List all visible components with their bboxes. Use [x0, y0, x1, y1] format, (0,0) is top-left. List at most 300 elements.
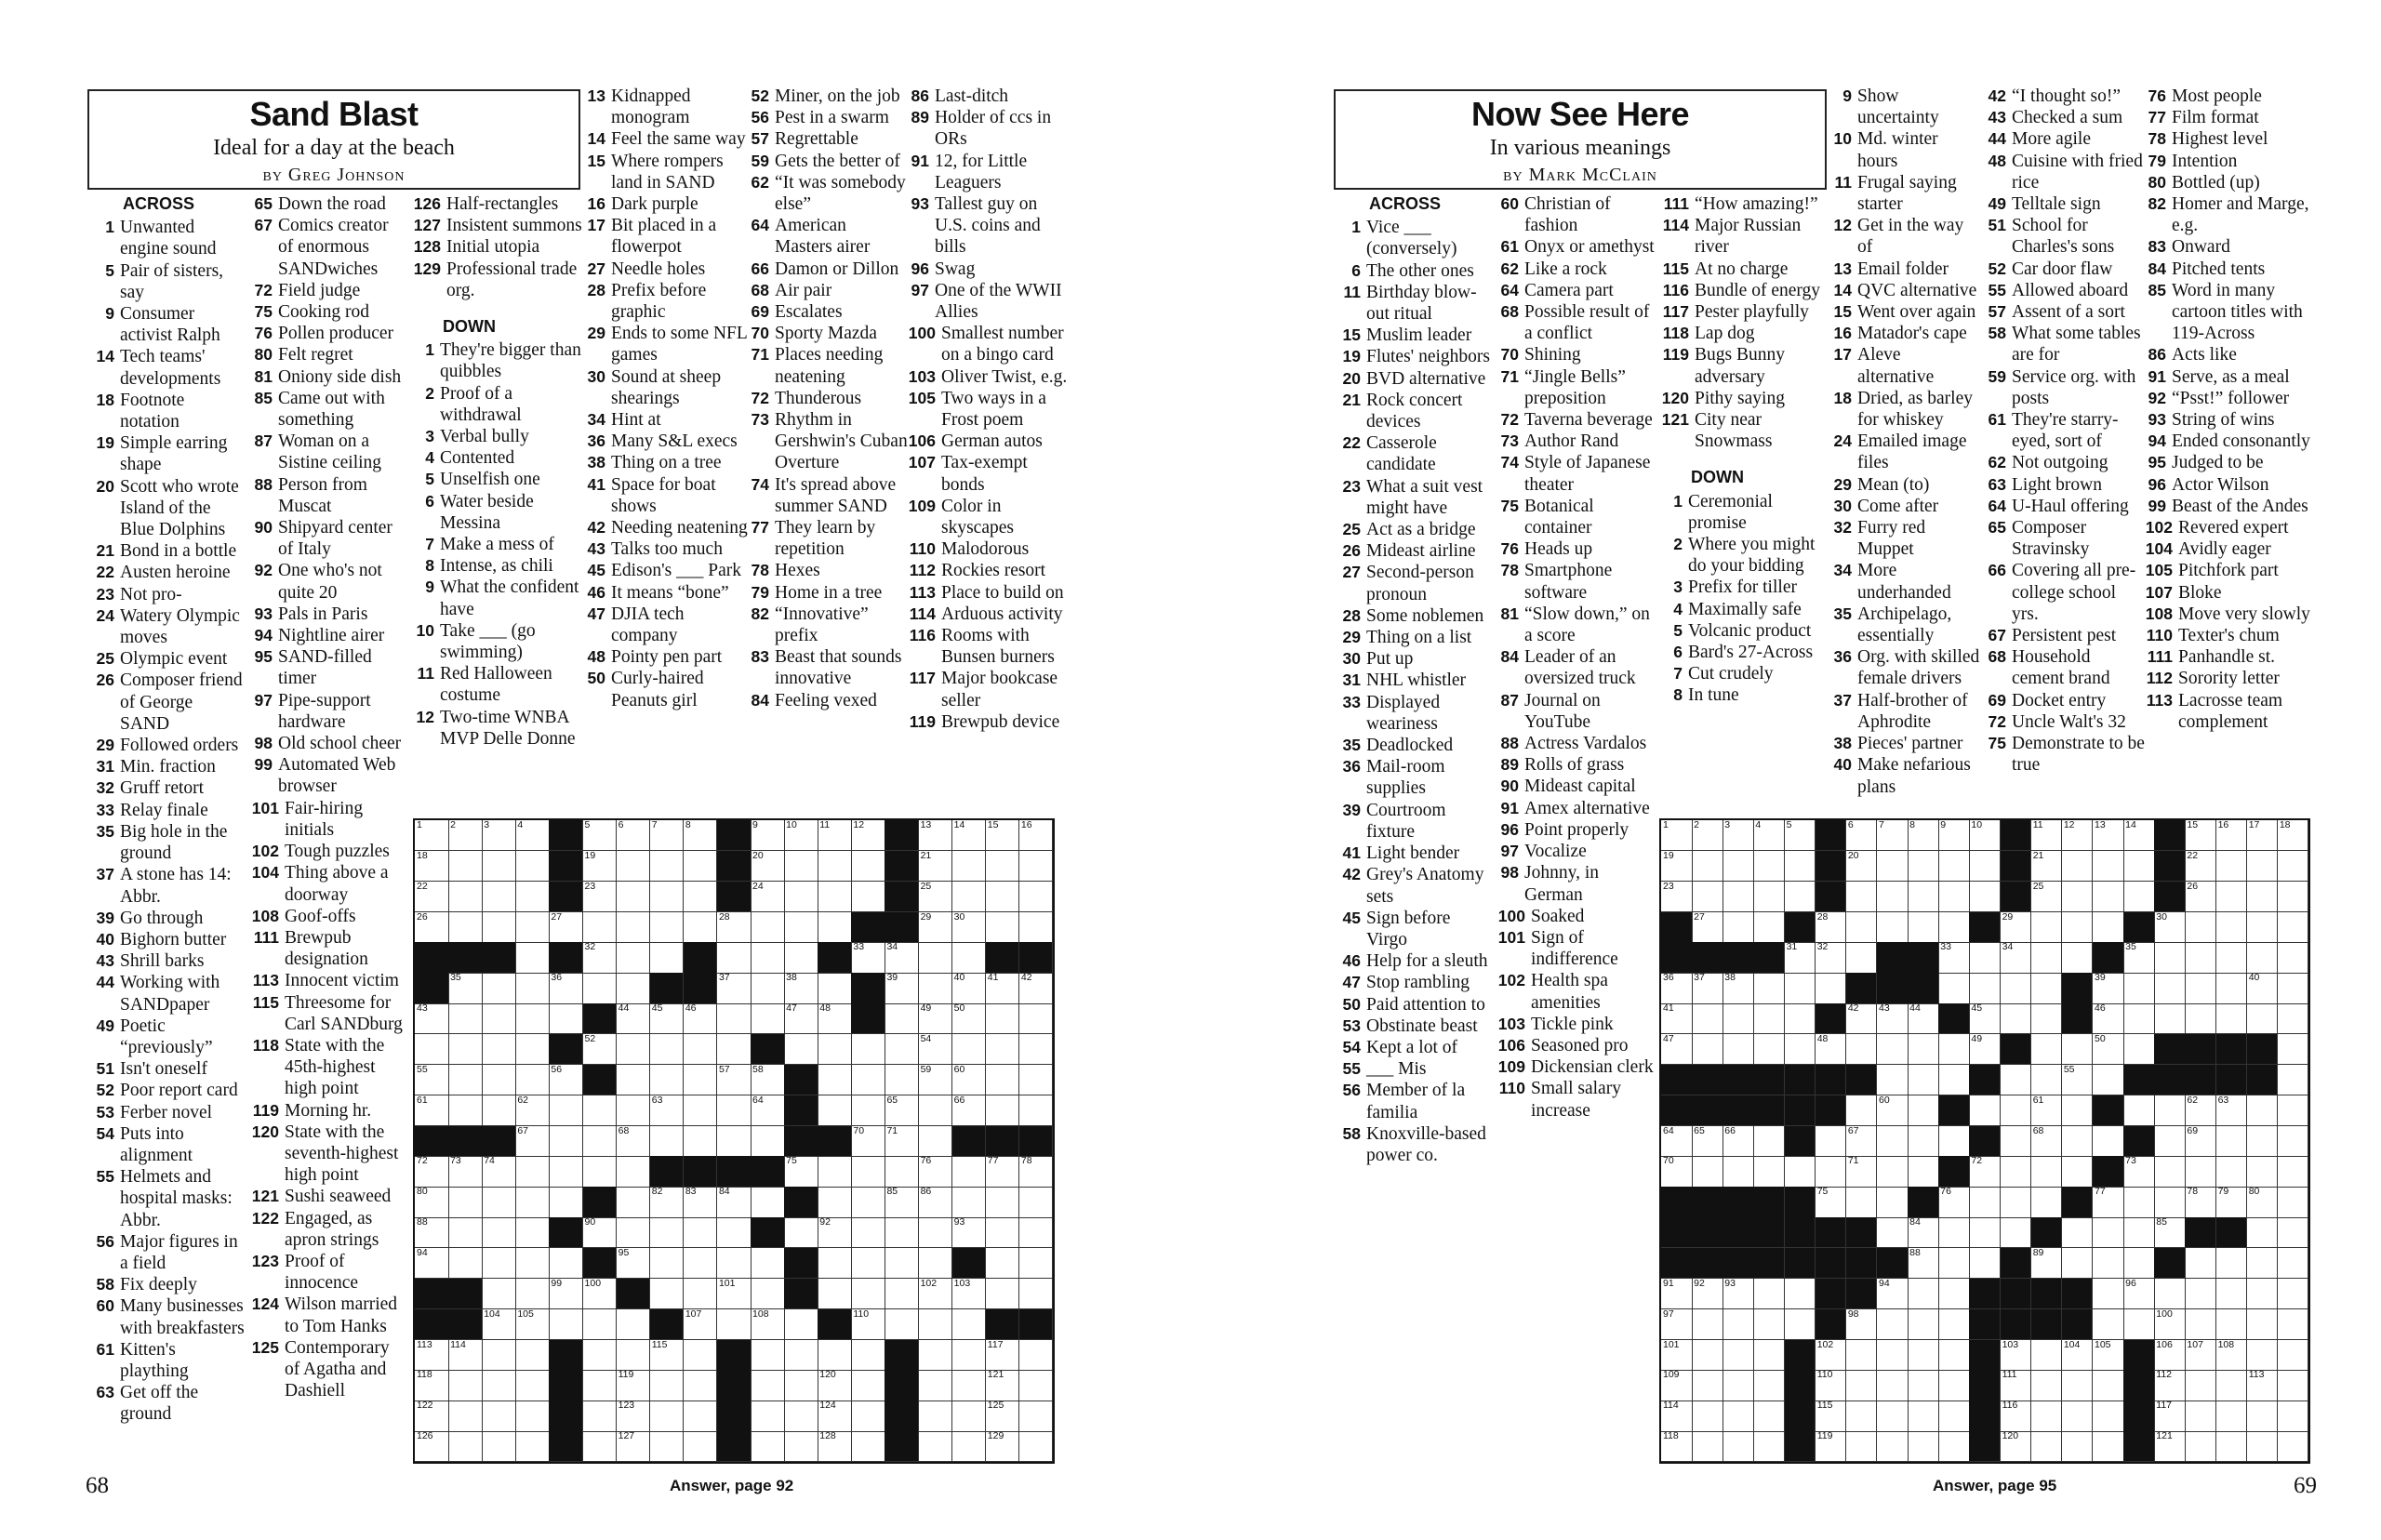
grid-cell[interactable] [751, 1095, 785, 1126]
grid-cell[interactable] [986, 973, 1020, 1003]
grid-cell[interactable] [1723, 1126, 1754, 1157]
grid-cell[interactable] [717, 1217, 752, 1248]
grid-cell[interactable] [549, 973, 583, 1003]
grid-cell[interactable] [1661, 1003, 1693, 1034]
grid-cell[interactable] [784, 1034, 818, 1065]
grid-cell[interactable] [650, 1095, 685, 1126]
grid-cell[interactable] [583, 1217, 618, 1248]
grid-cell[interactable] [885, 942, 919, 973]
grid-cell[interactable] [515, 1309, 550, 1340]
grid-cell[interactable] [885, 973, 919, 1003]
grid-cell[interactable] [1938, 1187, 1970, 1217]
grid-cell[interactable] [1877, 1401, 1909, 1431]
grid-cell[interactable] [2093, 912, 2124, 943]
grid-cell[interactable] [751, 942, 785, 973]
grid-cell[interactable] [818, 882, 852, 912]
grid-cell[interactable] [784, 973, 818, 1003]
grid-cell[interactable] [986, 1217, 1020, 1248]
grid-cell[interactable] [952, 1034, 987, 1065]
grid-cell[interactable] [515, 1217, 550, 1248]
grid-cell[interactable] [2216, 820, 2248, 851]
grid-cell[interactable] [1723, 882, 1754, 912]
grid-cell[interactable] [1692, 851, 1723, 882]
grid-cell[interactable] [784, 1309, 818, 1340]
grid-cell[interactable] [2247, 1340, 2279, 1371]
grid-cell[interactable] [482, 973, 516, 1003]
grid-cell[interactable] [650, 1217, 685, 1248]
grid-cell[interactable] [415, 912, 449, 943]
grid-cell[interactable] [2154, 1309, 2186, 1340]
grid-cell[interactable] [784, 1431, 818, 1462]
grid-cell[interactable] [515, 1003, 550, 1034]
grid-cell[interactable] [515, 942, 550, 973]
grid-cell[interactable] [2185, 851, 2216, 882]
grid-cell[interactable] [784, 1156, 818, 1187]
grid-cell[interactable] [1938, 1034, 1970, 1065]
grid-cell[interactable] [2062, 1370, 2094, 1401]
grid-cell[interactable] [650, 1034, 685, 1065]
grid-cell[interactable] [2062, 1431, 2094, 1462]
grid-cell[interactable] [885, 1309, 919, 1340]
grid-cell[interactable] [986, 820, 1020, 851]
grid-cell[interactable] [784, 942, 818, 973]
grid-cell[interactable] [1846, 1309, 1878, 1340]
grid-cell[interactable] [2247, 1401, 2279, 1431]
grid-cell[interactable] [818, 820, 852, 851]
grid-cell[interactable] [2001, 1401, 2032, 1431]
grid-cell[interactable] [583, 1340, 618, 1371]
grid-cell[interactable] [986, 1401, 1020, 1431]
grid-cell[interactable] [415, 1034, 449, 1065]
grid-cell[interactable] [650, 1340, 685, 1371]
grid-cell[interactable] [717, 1279, 752, 1309]
grid-cell[interactable] [1019, 1034, 1054, 1065]
grid-cell[interactable] [986, 912, 1020, 943]
grid-cell[interactable] [952, 851, 987, 882]
grid-cell[interactable] [885, 1034, 919, 1065]
grid-cell[interactable] [1908, 1309, 1939, 1340]
grid-cell[interactable] [1753, 851, 1785, 882]
grid-cell[interactable] [851, 1279, 885, 1309]
grid-cell[interactable] [448, 1248, 483, 1279]
grid-cell[interactable] [1877, 912, 1909, 943]
grid-cell[interactable] [2031, 1095, 2063, 1126]
grid-cell[interactable] [583, 1034, 618, 1065]
grid-cell[interactable] [1753, 820, 1785, 851]
grid-cell[interactable] [851, 1156, 885, 1187]
grid-cell[interactable] [2031, 942, 2063, 973]
grid-cell[interactable] [919, 1156, 953, 1187]
grid-cell[interactable] [1846, 882, 1878, 912]
grid-cell[interactable] [1908, 1065, 1939, 1095]
grid-cell[interactable] [415, 1095, 449, 1126]
grid-cell[interactable] [751, 1248, 785, 1279]
grid-cell[interactable] [919, 1065, 953, 1095]
grid-cell[interactable] [2062, 1126, 2094, 1157]
grid-cell[interactable] [818, 851, 852, 882]
grid-cell[interactable] [2185, 882, 2216, 912]
grid-cell[interactable] [851, 1340, 885, 1371]
grid-cell[interactable] [1019, 1340, 1054, 1371]
grid-cell[interactable] [952, 1370, 987, 1401]
grid-cell[interactable] [1723, 1279, 1754, 1309]
grid-cell[interactable] [986, 1279, 1020, 1309]
grid-cell[interactable] [2031, 1034, 2063, 1065]
grid-cell[interactable] [1816, 1401, 1847, 1431]
grid-cell[interactable] [549, 1003, 583, 1034]
grid-cell[interactable] [1661, 1370, 1693, 1401]
grid-cell[interactable] [2001, 912, 2032, 943]
grid-cell[interactable] [2093, 1431, 2124, 1462]
grid-cell[interactable] [919, 1431, 953, 1462]
grid-cell[interactable] [818, 1156, 852, 1187]
grid-cell[interactable] [818, 1095, 852, 1126]
grid-cell[interactable] [986, 1034, 1020, 1065]
grid-cell[interactable] [515, 1401, 550, 1431]
grid-cell[interactable] [2031, 1126, 2063, 1157]
grid-cell[interactable] [650, 1065, 685, 1095]
grid-cell[interactable] [751, 882, 785, 912]
grid-cell[interactable] [448, 1217, 483, 1248]
grid-cell[interactable] [2216, 1156, 2248, 1187]
grid-cell[interactable] [1661, 882, 1693, 912]
grid-cell[interactable] [448, 851, 483, 882]
grid-cell[interactable] [1753, 1431, 1785, 1462]
grid-cell[interactable] [2062, 1248, 2094, 1279]
grid-cell[interactable] [2001, 1217, 2032, 1248]
grid-cell[interactable] [583, 912, 618, 943]
grid-cell[interactable] [650, 1431, 685, 1462]
grid-cell[interactable] [448, 1370, 483, 1401]
grid-cell[interactable] [2031, 973, 2063, 1003]
grid-cell[interactable] [717, 942, 752, 973]
grid-cell[interactable] [448, 1003, 483, 1034]
grid-cell[interactable] [986, 1003, 1020, 1034]
grid-cell[interactable] [1019, 851, 1054, 882]
grid-cell[interactable] [1846, 1126, 1878, 1157]
grid-cell[interactable] [1753, 1003, 1785, 1034]
grid-cell[interactable] [2185, 1187, 2216, 1217]
grid-cell[interactable] [2123, 882, 2155, 912]
grid-cell[interactable] [2216, 973, 2248, 1003]
grid-cell[interactable] [515, 851, 550, 882]
grid-cell[interactable] [2093, 1370, 2124, 1401]
grid-cell[interactable] [751, 851, 785, 882]
grid-cell[interactable] [617, 912, 651, 943]
grid-cell[interactable] [1661, 1279, 1693, 1309]
grid-cell[interactable] [549, 1065, 583, 1095]
grid-cell[interactable] [2247, 820, 2279, 851]
grid-cell[interactable] [1019, 1156, 1054, 1187]
grid-cell[interactable] [448, 1034, 483, 1065]
grid-cell[interactable] [1877, 851, 1909, 882]
grid-cell[interactable] [1969, 1095, 2001, 1126]
grid-cell[interactable] [1846, 912, 1878, 943]
grid-cell[interactable] [851, 1370, 885, 1401]
grid-cell[interactable] [2278, 1279, 2309, 1309]
grid-cell[interactable] [482, 1095, 516, 1126]
grid-cell[interactable] [1753, 1279, 1785, 1309]
grid-cell[interactable] [2123, 1003, 2155, 1034]
grid-cell[interactable] [751, 1003, 785, 1034]
grid-cell[interactable] [1661, 1431, 1693, 1462]
grid-cell[interactable] [952, 1217, 987, 1248]
grid-cell[interactable] [684, 1309, 718, 1340]
grid-cell[interactable] [952, 942, 987, 973]
grid-cell[interactable] [482, 1279, 516, 1309]
grid-cell[interactable] [818, 912, 852, 943]
grid-cell[interactable] [818, 1187, 852, 1217]
grid-cell[interactable] [415, 1370, 449, 1401]
grid-cell[interactable] [448, 912, 483, 943]
grid-cell[interactable] [684, 1217, 718, 1248]
grid-cell[interactable] [684, 1279, 718, 1309]
grid-cell[interactable] [1661, 1126, 1693, 1157]
grid-cell[interactable] [2031, 1156, 2063, 1187]
grid-cell[interactable] [415, 1401, 449, 1431]
grid-cell[interactable] [1908, 912, 1939, 943]
grid-cell[interactable] [1938, 1309, 1970, 1340]
grid-cell[interactable] [1969, 1187, 2001, 1217]
grid-cell[interactable] [986, 1187, 1020, 1217]
grid-cell[interactable] [784, 912, 818, 943]
grid-cell[interactable] [1019, 1401, 1054, 1431]
grid-cell[interactable] [684, 1187, 718, 1217]
grid-cell[interactable] [1753, 882, 1785, 912]
grid-cell[interactable] [919, 942, 953, 973]
grid-cell[interactable] [2154, 1156, 2186, 1187]
grid-cell[interactable] [617, 942, 651, 973]
grid-cell[interactable] [2247, 1095, 2279, 1126]
grid-cell[interactable] [2154, 973, 2186, 1003]
grid-cell[interactable] [2123, 851, 2155, 882]
grid-cell[interactable] [1785, 851, 1816, 882]
grid-cell[interactable] [1692, 1156, 1723, 1187]
grid-cell[interactable] [1661, 973, 1693, 1003]
grid-cell[interactable] [415, 1431, 449, 1462]
grid-cell[interactable] [1846, 1401, 1878, 1431]
grid-cell[interactable] [650, 851, 685, 882]
grid-cell[interactable] [919, 882, 953, 912]
grid-cell[interactable] [2093, 1034, 2124, 1065]
grid-cell[interactable] [851, 1187, 885, 1217]
grid-cell[interactable] [2216, 912, 2248, 943]
grid-cell[interactable] [2185, 1309, 2216, 1340]
grid-cell[interactable] [2185, 942, 2216, 973]
grid-cell[interactable] [818, 1431, 852, 1462]
grid-cell[interactable] [2123, 820, 2155, 851]
grid-cell[interactable] [2278, 1065, 2309, 1095]
grid-cell[interactable] [2216, 1309, 2248, 1340]
grid-cell[interactable] [617, 973, 651, 1003]
grid-cell[interactable] [1019, 1217, 1054, 1248]
grid-cell[interactable] [617, 1126, 651, 1157]
grid-cell[interactable] [1969, 820, 2001, 851]
grid-cell[interactable] [2154, 1187, 2186, 1217]
grid-cell[interactable] [1692, 973, 1723, 1003]
grid-cell[interactable] [919, 1309, 953, 1340]
grid-cell[interactable] [448, 1095, 483, 1126]
grid-cell[interactable] [1019, 1431, 1054, 1462]
grid-cell[interactable] [851, 1401, 885, 1431]
grid-cell[interactable] [851, 1309, 885, 1340]
grid-cell[interactable] [885, 1065, 919, 1095]
grid-cell[interactable] [415, 1156, 449, 1187]
grid-cell[interactable] [650, 820, 685, 851]
grid-cell[interactable] [1723, 1370, 1754, 1401]
grid-cell[interactable] [1019, 1065, 1054, 1095]
grid-cell[interactable] [2062, 1095, 2094, 1126]
grid-cell[interactable] [482, 851, 516, 882]
grid-cell[interactable] [583, 1401, 618, 1431]
grid-cell[interactable] [2031, 1065, 2063, 1095]
grid-cell[interactable] [2062, 1156, 2094, 1187]
grid-cell[interactable] [2185, 1156, 2216, 1187]
grid-cell[interactable] [1692, 1401, 1723, 1431]
grid-cell[interactable] [2154, 912, 2186, 943]
grid-cell[interactable] [684, 912, 718, 943]
grid-cell[interactable] [583, 1126, 618, 1157]
grid-cell[interactable] [1908, 1279, 1939, 1309]
grid-cell[interactable] [2093, 882, 2124, 912]
grid-cell[interactable] [818, 1340, 852, 1371]
grid-cell[interactable] [784, 851, 818, 882]
grid-cell[interactable] [2154, 1279, 2186, 1309]
grid-cell[interactable] [2278, 1034, 2309, 1065]
grid-cell[interactable] [684, 1370, 718, 1401]
grid-cell[interactable] [717, 1248, 752, 1279]
grid-cell[interactable] [2123, 1034, 2155, 1065]
grid-cell[interactable] [650, 1279, 685, 1309]
grid-cell[interactable] [1877, 820, 1909, 851]
grid-cell[interactable] [1785, 942, 1816, 973]
grid-cell[interactable] [482, 1187, 516, 1217]
grid-cell[interactable] [549, 1126, 583, 1157]
grid-cell[interactable] [784, 1340, 818, 1371]
grid-cell[interactable] [684, 882, 718, 912]
grid-cell[interactable] [1938, 1126, 1970, 1157]
grid-cell[interactable] [1877, 1156, 1909, 1187]
grid-cell[interactable] [515, 1095, 550, 1126]
grid-cell[interactable] [482, 1401, 516, 1431]
grid-cell[interactable] [919, 1126, 953, 1157]
grid-cell[interactable] [2123, 1095, 2155, 1126]
grid-cell[interactable] [650, 942, 685, 973]
grid-cell[interactable] [1785, 1156, 1816, 1187]
grid-cell[interactable] [448, 820, 483, 851]
grid-cell[interactable] [2185, 973, 2216, 1003]
grid-cell[interactable] [717, 912, 752, 943]
grid-cell[interactable] [2278, 1248, 2309, 1279]
grid-cell[interactable] [1723, 1003, 1754, 1034]
grid-cell[interactable] [515, 820, 550, 851]
grid-cell[interactable] [1969, 882, 2001, 912]
grid-cell[interactable] [1969, 1248, 2001, 1279]
grid-cell[interactable] [1661, 1034, 1693, 1065]
grid-cell[interactable] [1019, 1248, 1054, 1279]
grid-cell[interactable] [2247, 851, 2279, 882]
grid-cell[interactable] [2001, 1065, 2032, 1095]
grid-cell[interactable] [751, 973, 785, 1003]
grid-cell[interactable] [448, 1065, 483, 1095]
grid-cell[interactable] [851, 820, 885, 851]
grid-cell[interactable] [1908, 1034, 1939, 1065]
grid-cell[interactable] [851, 882, 885, 912]
grid-cell[interactable] [1877, 1340, 1909, 1371]
grid-cell[interactable] [617, 1340, 651, 1371]
grid-cell[interactable] [751, 1431, 785, 1462]
grid-cell[interactable] [1846, 1034, 1878, 1065]
grid-cell[interactable] [1938, 912, 1970, 943]
grid-cell[interactable] [2247, 942, 2279, 973]
grid-cell[interactable] [1692, 1126, 1723, 1157]
grid-cell[interactable] [2093, 1279, 2124, 1309]
grid-cell[interactable] [1938, 1065, 1970, 1095]
grid-cell[interactable] [1753, 1126, 1785, 1157]
grid-cell[interactable] [2216, 1187, 2248, 1217]
grid-cell[interactable] [617, 1431, 651, 1462]
grid-cell[interactable] [1019, 1095, 1054, 1126]
grid-cell[interactable] [1661, 820, 1693, 851]
grid-cell[interactable] [1692, 1034, 1723, 1065]
grid-cell[interactable] [2154, 1003, 2186, 1034]
grid-cell[interactable] [1723, 973, 1754, 1003]
grid-cell[interactable] [2247, 1217, 2279, 1248]
grid-cell[interactable] [986, 1065, 1020, 1095]
grid-cell[interactable] [751, 912, 785, 943]
grid-cell[interactable] [2093, 1309, 2124, 1340]
grid-cell[interactable] [2216, 942, 2248, 973]
grid-cell[interactable] [2001, 1370, 2032, 1401]
grid-cell[interactable] [952, 1279, 987, 1309]
grid-cell[interactable] [415, 1217, 449, 1248]
grid-cell[interactable] [717, 1034, 752, 1065]
grid-cell[interactable] [2278, 1156, 2309, 1187]
grid-cell[interactable] [415, 882, 449, 912]
grid-cell[interactable] [1877, 1279, 1909, 1309]
grid-cell[interactable] [1019, 820, 1054, 851]
grid-cell[interactable] [2185, 1279, 2216, 1309]
grid-cell[interactable] [2278, 1309, 2309, 1340]
grid-cell[interactable] [2278, 882, 2309, 912]
grid-cell[interactable] [1723, 820, 1754, 851]
grid-cell[interactable] [2185, 1401, 2216, 1431]
grid-cell[interactable] [1723, 1034, 1754, 1065]
grid-cell[interactable] [919, 1401, 953, 1431]
grid-cell[interactable] [1908, 1095, 1939, 1126]
grid-cell[interactable] [2123, 1217, 2155, 1248]
grid-cell[interactable] [617, 851, 651, 882]
grid-cell[interactable] [1938, 1248, 1970, 1279]
grid-cell[interactable] [515, 1126, 550, 1157]
grid-cell[interactable] [2062, 1217, 2094, 1248]
grid-cell[interactable] [885, 1095, 919, 1126]
grid-cell[interactable] [650, 882, 685, 912]
grid-cell[interactable] [684, 1095, 718, 1126]
grid-cell[interactable] [1785, 1034, 1816, 1065]
grid-cell[interactable] [818, 973, 852, 1003]
grid-cell[interactable] [851, 1248, 885, 1279]
grid-cell[interactable] [2062, 912, 2094, 943]
grid-cell[interactable] [583, 973, 618, 1003]
grid-cell[interactable] [717, 1065, 752, 1095]
grid-cell[interactable] [2093, 1401, 2124, 1431]
grid-cell[interactable] [1692, 1003, 1723, 1034]
grid-cell[interactable] [2247, 1248, 2279, 1279]
grid-cell[interactable] [1846, 1340, 1878, 1371]
grid-cell[interactable] [751, 820, 785, 851]
grid-cell[interactable] [952, 1431, 987, 1462]
